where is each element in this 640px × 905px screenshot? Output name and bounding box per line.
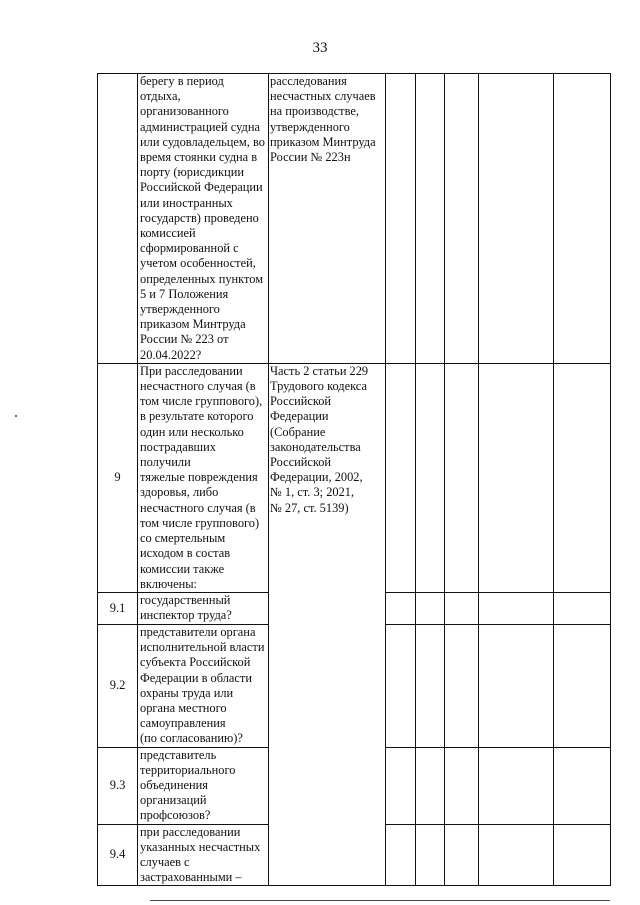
answer-no-cell	[416, 592, 445, 624]
legal-basis-text: расследования несчастных случаев на производстве, утвержденного приказом Минтруда России № 223н	[270, 74, 376, 165]
answer-na-cell	[445, 592, 479, 624]
row-number-cell: 9	[98, 363, 138, 592]
row-number-cell	[98, 74, 138, 364]
row-number-cell: 9.3	[98, 747, 138, 824]
note-cell	[479, 824, 554, 886]
question-text: при расследовании указанных несчастных случаев с застрахованными –	[140, 824, 261, 885]
question-text: При расследовании несчастного случая (в том числе группового), в результате которого один или несколько пострадавших получили тяжелые повреждения здоровья, либо несчастного случая (в том числе группового) со смертельным исходом в состав комиссии также включены:	[140, 363, 263, 591]
extra-cell	[554, 624, 611, 747]
scan-speck	[15, 415, 17, 417]
note-cell	[479, 74, 554, 364]
extra-cell	[554, 592, 611, 624]
note-cell	[479, 592, 554, 624]
answer-yes-cell	[386, 824, 416, 886]
row-number-cell: 9.2	[98, 624, 138, 747]
question-cell	[138, 624, 269, 747]
answer-na-cell	[445, 74, 479, 364]
scan-edge-line	[150, 900, 610, 901]
answer-na-cell	[445, 624, 479, 747]
answer-na-cell	[445, 824, 479, 886]
question-text: представитель территориального объединения организаций профсоюзов?	[140, 747, 236, 823]
question-cell	[138, 747, 269, 824]
extra-cell	[554, 74, 611, 364]
answer-yes-cell	[386, 363, 416, 592]
legal-basis-cell	[269, 363, 386, 886]
extra-cell	[554, 363, 611, 592]
note-cell	[479, 624, 554, 747]
row-number-cell: 9.1	[98, 592, 138, 624]
legal-basis-text: Часть 2 статьи 229 Трудового кодекса Российской Федерации (Собрание законодательства Российской Федерации, 2002, № 1, ст. 3; 2021, № 27, ст. 5139)	[270, 363, 369, 515]
row-number-cell: 9.4	[98, 824, 138, 886]
answer-yes-cell	[386, 747, 416, 824]
answer-no-cell	[416, 624, 445, 747]
question-cell	[138, 592, 269, 624]
question-cell	[138, 74, 269, 364]
answer-yes-cell	[386, 624, 416, 747]
table-row	[98, 363, 611, 592]
answer-na-cell	[445, 363, 479, 592]
answer-no-cell	[416, 363, 445, 592]
answer-no-cell	[416, 824, 445, 886]
table-row	[98, 74, 611, 364]
answer-yes-cell	[386, 592, 416, 624]
note-cell	[479, 747, 554, 824]
question-text: государственный инспектор труда?	[140, 592, 232, 623]
extra-cell	[554, 824, 611, 886]
legal-basis-cell	[269, 74, 386, 364]
question-text: представители органа исполнительной власти субъекта Российской Федерации в области охраны труда или органа местного самоуправления (по согласованию)?	[140, 624, 265, 746]
question-cell	[138, 824, 269, 886]
answer-no-cell	[416, 74, 445, 364]
answer-yes-cell	[386, 74, 416, 364]
page-number: 33	[312, 40, 328, 56]
answer-no-cell	[416, 747, 445, 824]
checklist-table	[97, 73, 611, 886]
note-cell	[479, 363, 554, 592]
question-cell	[138, 363, 269, 592]
answer-na-cell	[445, 747, 479, 824]
extra-cell	[554, 747, 611, 824]
question-text: берегу в период отдыха, организованного администрацией судна или судовладельцем, во время стоянки судна в порту (юрисдикции Российской Федерации или иностранных государств) проведено комиссией сформированной с учетом особенностей, определенных пунктом 5 и 7 Положения утвержденного приказом Минтруда России № 223 от 20.04.2022?	[140, 74, 265, 362]
